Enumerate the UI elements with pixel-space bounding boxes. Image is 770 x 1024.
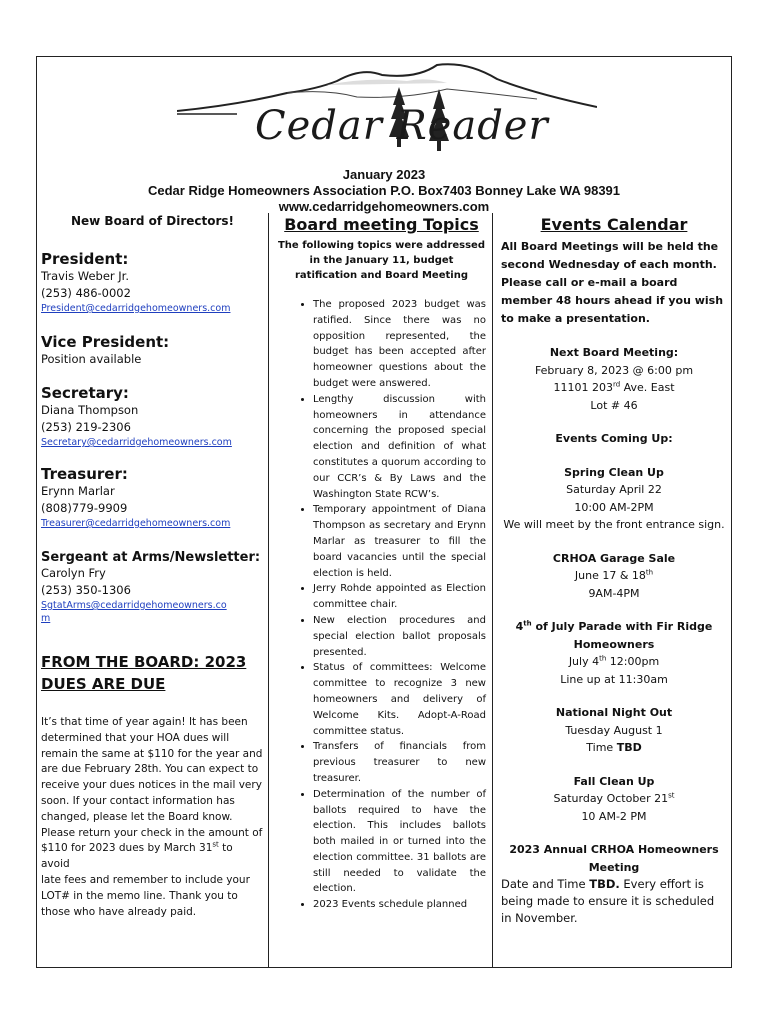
board-column bbox=[37, 213, 269, 967]
list-item: • Jerry Rohde appointed as Election committee chair. bbox=[313, 581, 486, 613]
sergeant-email-link[interactable]: SgtatArms@cedarridgehomeowners.co m bbox=[41, 600, 227, 624]
dues-paragraph: It’s that time of year again! It has been determined that your HOA dues will remain the same at $110 for the year and are due February 28th. You can expect to receive your dues notices in the mail very soon. If your contact information has changed, please let the Board know. Please return your check in the amount of $110 for 2023 dues by March 31st to avoid late fees and remember to include your LOT# in the memo line. Thank you to those who have already paid. bbox=[41, 716, 263, 918]
vice-president-name: Position available bbox=[41, 352, 142, 366]
website: www.cedarridgehomeowners.com bbox=[278, 199, 490, 214]
topics-column bbox=[269, 213, 493, 967]
topics-list bbox=[277, 297, 486, 913]
annual-meeting: 2023 Annual CRHOA Homeowners Meeting Date and Time TBD. Every effort is being made to ensure it is scheduled in November. bbox=[501, 843, 719, 925]
treasurer-email-link[interactable]: Treasurer@cedarridgehomeowners.com bbox=[41, 518, 231, 529]
next-meeting: Next Board Meeting: February 8, 2023 @ 6:00 pm 11101 203rd Ave. East Lot # 46 bbox=[534, 346, 694, 412]
list-item: • Determination of the number of ballots required to have the election. This includes ballots both mailed in or turned into the election committee. 31 ballots are still needed to validate the election. bbox=[313, 787, 486, 898]
sergeant-role: Sergeant at Arms/Newsletter: bbox=[41, 550, 261, 565]
secretary-phone: (253) 219-2306 bbox=[41, 420, 131, 434]
events-coming-up: Events Coming Up: bbox=[555, 432, 673, 445]
secretary-email-link[interactable]: Secretary@cedarridgehomeowners.com bbox=[41, 437, 232, 448]
vice-president-role: Vice President: bbox=[41, 333, 170, 351]
president-phone: (253) 486-0002 bbox=[41, 286, 131, 300]
secretary-name: Diana Thompson bbox=[41, 403, 139, 417]
president-role: President: bbox=[41, 250, 129, 268]
topics-intro: The following topics were addressed in the January 11, budget ratification and Board Meeting bbox=[277, 240, 485, 281]
list-item: • The proposed 2023 budget was ratified. Since there was no opposition represented, the budget has been accepted after homeowner questions about the budget were answered. bbox=[313, 297, 486, 392]
board-meeting-schedule: All Board Meetings will be held the second Wednesday of each month. Please call or e-mail a board member 48 hours ahead if you wish to make a presentation. bbox=[501, 240, 724, 325]
treasurer-phone: (808)779-9909 bbox=[41, 501, 128, 515]
list-item: • Lengthy discussion with homeowners in attendance concerning the proposed special election and definition of what constitutes a quorum according to our CCR’s & By Laws and the Washington State RCW’s. bbox=[313, 392, 486, 503]
july-parade: 4th of July Parade with Fir Ridge Homeowners July 4th 12:00pm Line up at 11:30am bbox=[515, 619, 713, 686]
garage-sale: CRHOA Garage Sale June 17 & 18th 9AM-4PM bbox=[552, 551, 676, 600]
list-item: • Temporary appointment of Diana Thompson as secretary and Erynn Marlar as treasurer to fill the board vacancies until the special election is held. bbox=[313, 502, 486, 581]
president-email-link[interactable]: President@cedarridgehomeowners.com bbox=[41, 303, 231, 314]
events-heading: Events Calendar bbox=[540, 215, 688, 234]
board-heading: New Board of Directors! bbox=[70, 214, 235, 228]
list-item: • Status of committees: Welcome committee to recognize 3 new homeowners and delivery of Welcome Kits. Adopt-A-Road committee status. bbox=[313, 660, 486, 739]
masthead bbox=[37, 57, 731, 213]
treasurer-role: Treasurer: bbox=[41, 465, 128, 483]
org-address: Cedar Ridge Homeowners Association P.O. Box7403 Bonney Lake WA 98391 bbox=[147, 183, 621, 198]
newsletter-page bbox=[36, 56, 732, 968]
issue-date: January 2023 bbox=[342, 167, 426, 182]
treasurer-name: Erynn Marlar bbox=[41, 484, 115, 498]
logo-text: Cedar Reader bbox=[255, 103, 549, 149]
spring-clean-up: Spring Clean Up Saturday April 22 10:00 AM-2PM We will meet by the front entrance sign. bbox=[503, 465, 725, 531]
events-column bbox=[493, 213, 733, 967]
fall-clean-up: Fall Clean Up Saturday October 21st 10 AM-2 PM bbox=[553, 774, 675, 823]
list-item: • Transfers of financials from previous treasurer to new treasurer. bbox=[313, 739, 486, 786]
sergeant-phone: (253) 350-1306 bbox=[41, 583, 131, 597]
list-item: • New election procedures and special election ballot proposals presented. bbox=[313, 613, 486, 660]
list-item: • 2023 Events schedule planned bbox=[313, 897, 486, 913]
dues-title-line-1: FROM THE BOARD: 2023 bbox=[41, 653, 247, 671]
president-name: Travis Weber Jr. bbox=[41, 269, 130, 283]
national-night-out: National Night Out Tuesday August 1 Time TBD bbox=[555, 706, 673, 754]
topics-heading: Board meeting Topics bbox=[284, 215, 479, 234]
sergeant-name: Carolyn Fry bbox=[41, 566, 106, 580]
secretary-role: Secretary: bbox=[41, 384, 129, 402]
dues-title-line-2: DUES ARE DUE bbox=[41, 675, 166, 693]
